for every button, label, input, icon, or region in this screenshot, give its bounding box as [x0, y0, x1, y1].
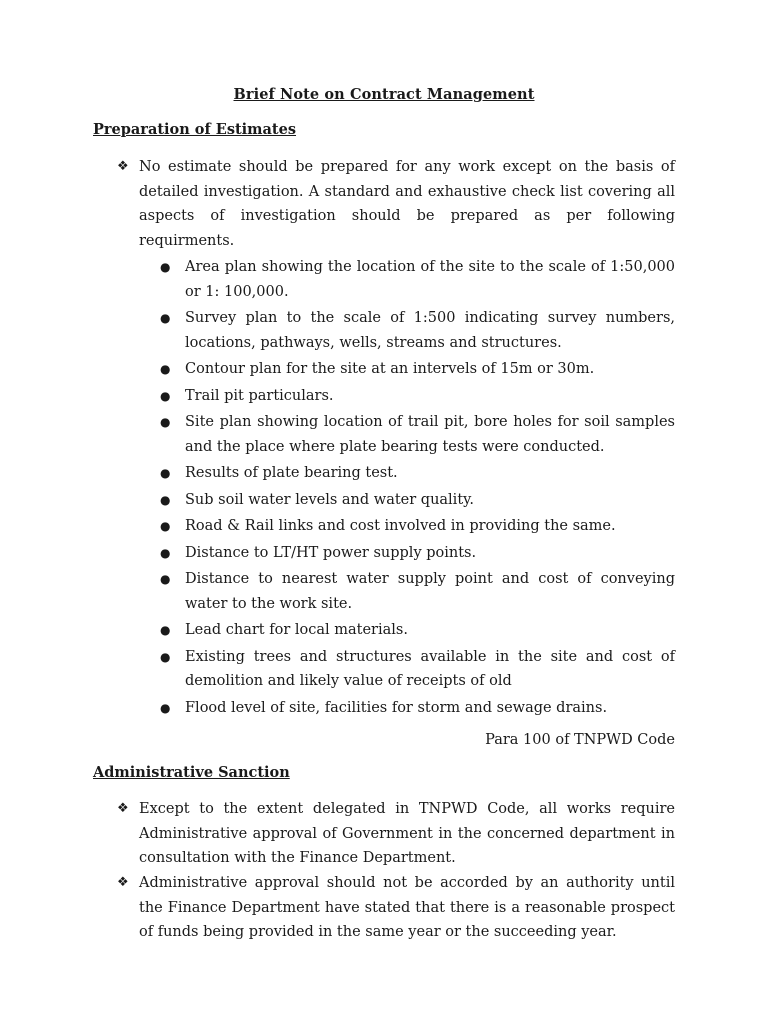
- sub-list-item: [160, 514, 675, 539]
- diamond-bullet-icon: ❖: [117, 875, 129, 890]
- round-bullet-icon: ●: [160, 362, 171, 376]
- diamond-bullet-icon: ❖: [117, 801, 129, 816]
- sub-list-item-text: Distance to LT/HT power supply points.: [185, 544, 477, 561]
- list-item-text: No estimate should be prepared for any work except on the basis of detailed investigation. A standard and exhaustive check list covering all aspects of investigation should be prepared as per following requirments.: [139, 159, 675, 249]
- section-heading-preparation-of-estimates: Preparation of Estimates: [93, 121, 297, 138]
- sub-list-item: [160, 696, 675, 721]
- section-heading-administrative-sanction: Administrative Sanction: [93, 764, 290, 781]
- round-bullet-icon: ●: [160, 572, 171, 586]
- list-item: [117, 871, 675, 945]
- round-bullet-icon: ●: [160, 623, 171, 637]
- round-bullet-icon: ●: [160, 492, 171, 507]
- sub-list-item-text: Flood level of site, facilities for storm and sewage drains.: [185, 699, 608, 716]
- sub-list-item-text: Contour plan for the site at an intervels of 15m or 30m.: [185, 361, 595, 377]
- round-bullet-icon: ●: [160, 545, 171, 560]
- round-bullet-icon: ●: [160, 519, 171, 533]
- sub-list-item-text: Lead chart for local materials.: [185, 622, 408, 638]
- sub-list-item-text: Trail pit particulars.: [185, 387, 334, 404]
- sub-list-item: [160, 645, 675, 694]
- sub-list-item-text: Existing trees and structures available in the site and cost of demolition and likely value of receipts of old: [185, 648, 675, 689]
- sub-list-item: [160, 488, 675, 513]
- list-item-text: Administrative approval should not be accorded by an authority until the Finance Department have stated that there is a reasonable prospect of funds being provided in the same year or the succeeding year.: [139, 875, 675, 940]
- round-bullet-icon: ●: [160, 388, 171, 403]
- sub-list-item: [160, 461, 675, 486]
- sub-list-item: [160, 618, 675, 643]
- sub-list-item-text: Results of plate bearing test.: [185, 465, 398, 481]
- diamond-bullet-icon: ❖: [117, 159, 129, 174]
- round-bullet-icon: ●: [160, 700, 171, 715]
- sub-list-item: [160, 541, 675, 566]
- round-bullet-icon: ●: [160, 415, 171, 429]
- sub-list-item-text: Area plan showing the location of the site to the scale of 1:50,000 or 1: 100,000.: [185, 259, 675, 300]
- sub-list-item-text: Sub soil water levels and water quality.: [185, 491, 475, 508]
- sub-list-item: [160, 384, 675, 409]
- round-bullet-icon: ●: [160, 466, 171, 480]
- sub-list-item-text: Road & Rail links and cost involved in providing the same.: [185, 518, 616, 534]
- list-item-text: Except to the extent delegated in TNPWD Code, all works require Administrative approval of Government in the concerned department in consultation with the Finance Department.: [139, 801, 675, 866]
- document-title: Brief Note on Contract Management: [233, 86, 535, 103]
- sub-list-item-text: Site plan showing location of trail pit, bore holes for soil samples and the place where plate bearing tests were conducted.: [185, 414, 675, 455]
- code-reference: Para 100 of TNPWD Code: [485, 732, 675, 748]
- round-bullet-icon: ●: [160, 260, 171, 274]
- sub-list-item-text: Survey plan to the scale of 1:500 indicating survey numbers, locations, pathways, wells, streams and structures.: [185, 310, 675, 351]
- sub-list-item: [160, 357, 675, 382]
- round-bullet-icon: ●: [160, 311, 171, 325]
- sub-list-item: [160, 410, 675, 459]
- sub-list-item: [160, 567, 675, 616]
- sub-list: [160, 255, 675, 722]
- sub-list-item: [160, 255, 675, 304]
- list-item: [117, 155, 675, 253]
- list-item: [117, 797, 675, 871]
- sub-list-item: [160, 306, 675, 355]
- sub-list-item-text: Distance to nearest water supply point and cost of conveying water to the work site.: [185, 571, 675, 612]
- round-bullet-icon: ●: [160, 649, 171, 664]
